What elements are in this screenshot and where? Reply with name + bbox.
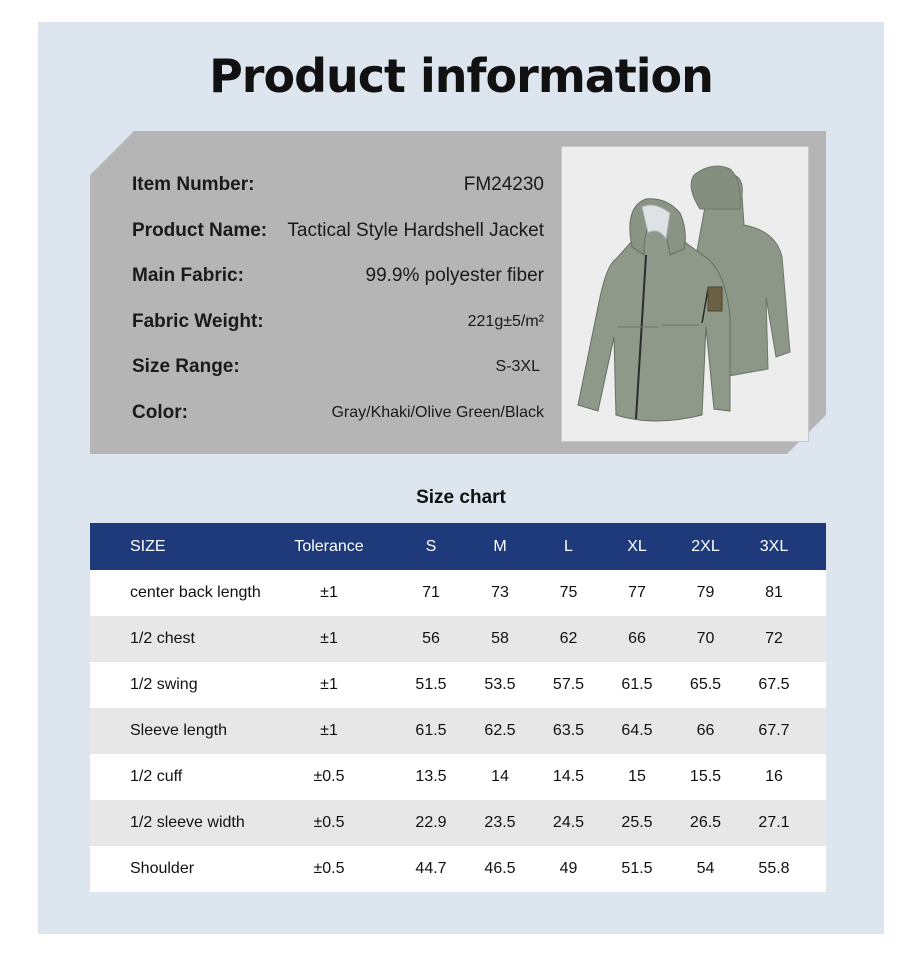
cell: 67.5	[740, 662, 826, 708]
cell: 58	[466, 616, 534, 662]
table-row	[90, 708, 826, 754]
info-value: 221g±5/m²	[467, 313, 544, 330]
cell: 22.9	[396, 800, 466, 846]
cell: 15	[603, 754, 671, 800]
cell: 66	[603, 616, 671, 662]
info-label: Size Range:	[132, 356, 240, 377]
header-2xl: 2XL	[671, 523, 740, 570]
info-label: Color:	[132, 402, 188, 423]
cell: 51.5	[603, 846, 671, 892]
cell: 66	[671, 708, 740, 754]
table-row	[90, 754, 826, 800]
row-label: 1/2 swing	[90, 662, 262, 708]
row-label: 1/2 sleeve width	[90, 800, 262, 846]
table-row	[90, 800, 826, 846]
cell: 51.5	[396, 662, 466, 708]
info-value: Gray/Khaki/Olive Green/Black	[331, 404, 544, 421]
info-value: 99.9% polyester fiber	[365, 265, 544, 286]
cell: 62	[534, 616, 603, 662]
cell: 55.8	[740, 846, 826, 892]
cell: 25.5	[603, 800, 671, 846]
table-row	[90, 662, 826, 708]
info-label: Main Fabric:	[132, 265, 244, 286]
cell: 62.5	[466, 708, 534, 754]
info-value: FM24230	[463, 174, 544, 195]
cell: 44.7	[396, 846, 466, 892]
cell: 14.5	[534, 754, 603, 800]
header-xl: XL	[603, 523, 671, 570]
cell: 72	[740, 616, 826, 662]
table-row	[90, 616, 826, 662]
table-row	[90, 846, 826, 892]
table-row	[90, 570, 826, 616]
header-s: S	[396, 523, 466, 570]
cell: ±0.5	[262, 754, 396, 800]
info-row-size-range	[132, 354, 544, 380]
cell: 61.5	[603, 662, 671, 708]
cell: 64.5	[603, 708, 671, 754]
cell: 56	[396, 616, 466, 662]
cell: 54	[671, 846, 740, 892]
cell: 23.5	[466, 800, 534, 846]
info-label: Item Number:	[132, 174, 255, 195]
cell: 24.5	[534, 800, 603, 846]
cell: ±1	[262, 616, 396, 662]
header-l: L	[534, 523, 603, 570]
cell: 53.5	[466, 662, 534, 708]
size-chart-table	[90, 523, 826, 892]
cell: 65.5	[671, 662, 740, 708]
page-title: Product information	[209, 49, 713, 103]
cell: ±1	[262, 708, 396, 754]
cell: 46.5	[466, 846, 534, 892]
cell: 57.5	[534, 662, 603, 708]
cell: 61.5	[396, 708, 466, 754]
info-label: Product Name:	[132, 220, 268, 241]
cell: 71	[396, 570, 466, 616]
info-value: S-3XL	[495, 358, 540, 375]
cell: ±1	[262, 662, 396, 708]
cell: 79	[671, 570, 740, 616]
cell: 77	[603, 570, 671, 616]
cell: 27.1	[740, 800, 826, 846]
info-row-main-fabric	[132, 263, 544, 289]
info-label: Fabric Weight:	[132, 311, 264, 332]
size-chart-title: Size chart	[416, 487, 506, 508]
info-row-color	[132, 400, 544, 426]
cell: 13.5	[396, 754, 466, 800]
cell: 73	[466, 570, 534, 616]
header-tolerance: Tolerance	[262, 523, 396, 570]
cell: ±1	[262, 570, 396, 616]
cell: 75	[534, 570, 603, 616]
info-row-item-number	[132, 172, 544, 198]
row-label: center back length	[90, 570, 262, 616]
row-label: Shoulder	[90, 846, 262, 892]
cell: 70	[671, 616, 740, 662]
header-m: M	[466, 523, 534, 570]
jacket-illustration	[562, 147, 808, 441]
product-photo	[561, 146, 809, 442]
cell: 67.7	[740, 708, 826, 754]
info-row-product-name	[132, 218, 544, 244]
cell: ±0.5	[262, 800, 396, 846]
row-label: 1/2 chest	[90, 616, 262, 662]
table-header-row	[90, 523, 826, 570]
header-size: SIZE	[90, 523, 262, 570]
cell: 63.5	[534, 708, 603, 754]
cell: 14	[466, 754, 534, 800]
cell: 15.5	[671, 754, 740, 800]
cell: 81	[740, 570, 826, 616]
cell: 16	[740, 754, 826, 800]
info-row-fabric-weight	[132, 309, 544, 335]
info-value: Tactical Style Hardshell Jacket	[287, 220, 544, 241]
row-label: 1/2 cuff	[90, 754, 262, 800]
header-3xl: 3XL	[740, 523, 826, 570]
row-label: Sleeve length	[90, 708, 262, 754]
cell: ±0.5	[262, 846, 396, 892]
cell: 26.5	[671, 800, 740, 846]
cell: 49	[534, 846, 603, 892]
